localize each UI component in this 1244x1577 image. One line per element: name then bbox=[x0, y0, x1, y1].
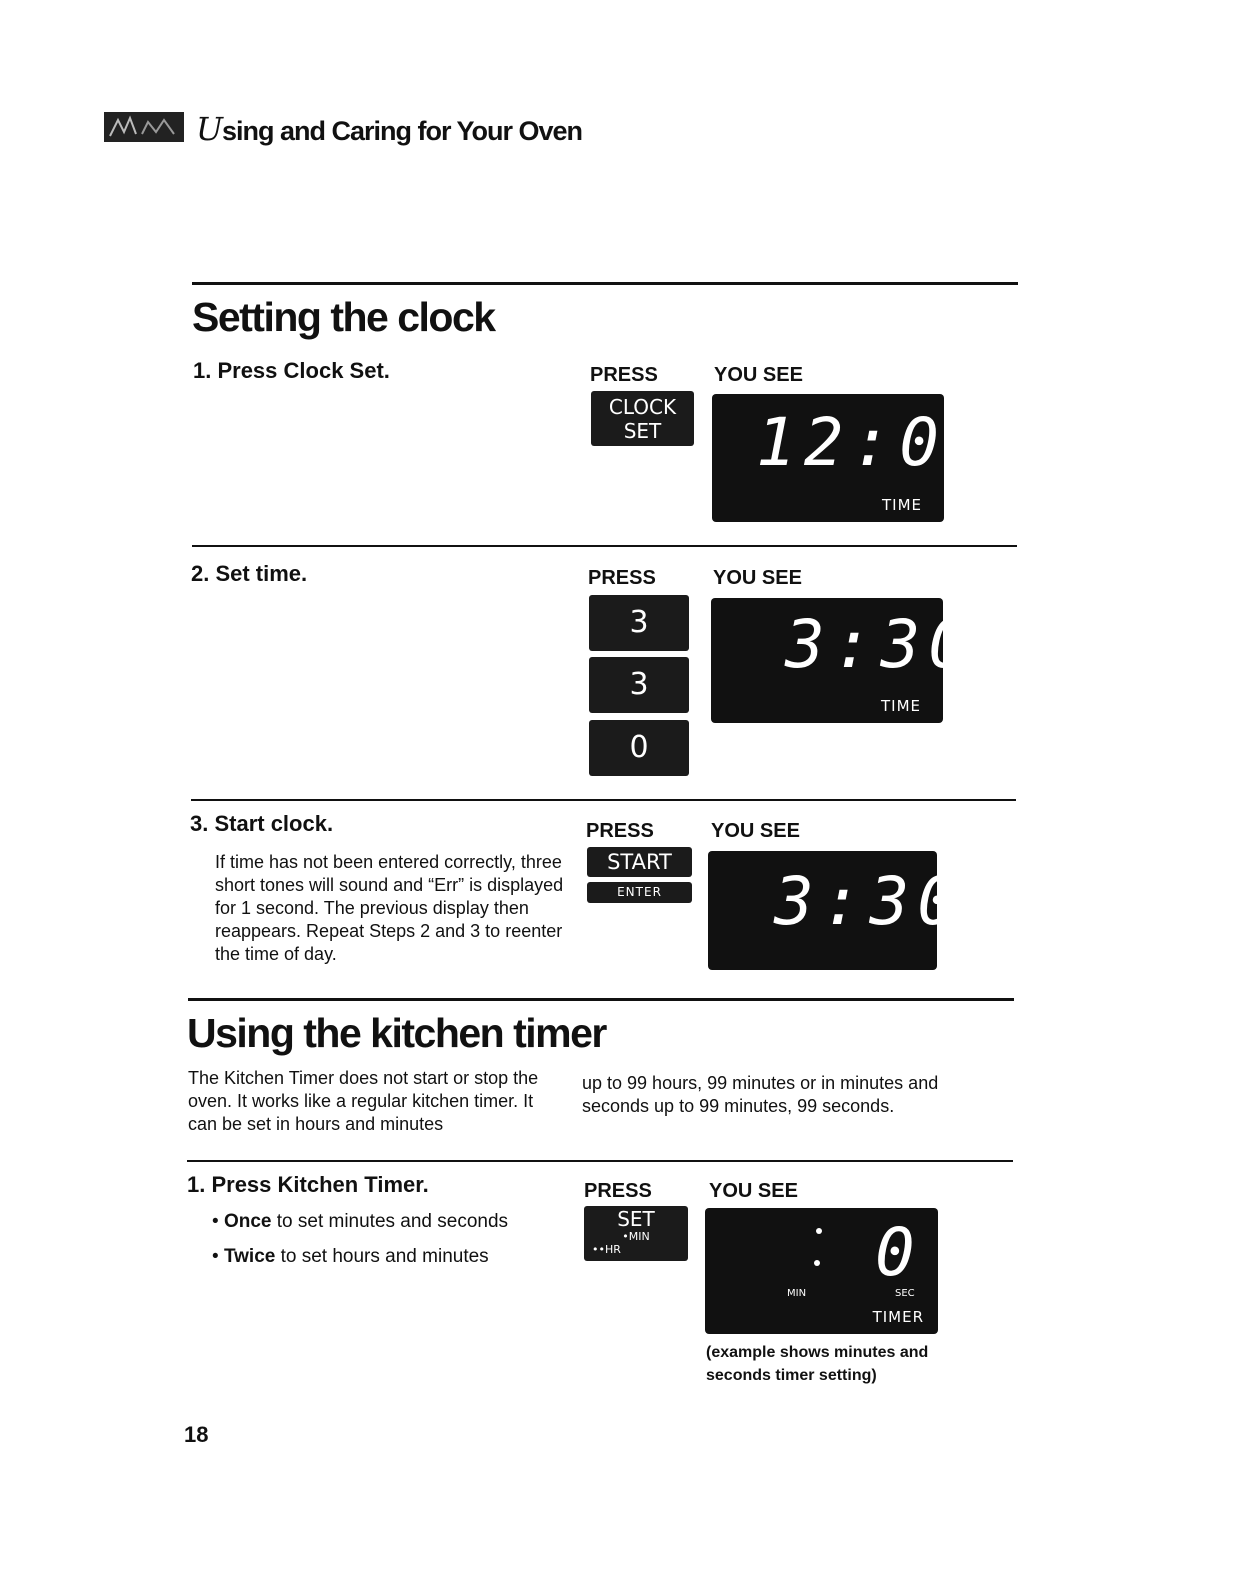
timer-key-line3: ••HR bbox=[592, 1243, 621, 1256]
enter-button[interactable]: ENTER bbox=[587, 882, 692, 903]
you-see-label: YOU SEE bbox=[711, 820, 800, 842]
number-3-button[interactable]: 3 bbox=[589, 657, 689, 713]
clock-step3-label: 3. Start clock. bbox=[190, 811, 334, 836]
clock-display-2 bbox=[711, 598, 976, 723]
press-label: PRESS bbox=[586, 820, 654, 842]
clock-step3-note: If time has not been entered correctly, three short tones will sound and “Err” is displayed for 1 second. The previous display then reappears. Repeat Steps 2 and 3 to reenter the time of day. bbox=[215, 852, 564, 964]
timer-key-line1: SET bbox=[617, 1207, 655, 1231]
clock-step2-label: 2. Set time. bbox=[191, 561, 308, 586]
display-digits: 0 bbox=[875, 1214, 923, 1291]
press-label: PRESS bbox=[584, 1180, 652, 1202]
step-divider bbox=[191, 799, 1016, 801]
display-tag: TIMER bbox=[872, 1308, 924, 1326]
timer-intro-right: up to 99 hours, 99 minutes or in minutes and seconds up to 99 minutes, 99 seconds. bbox=[582, 1073, 939, 1116]
timer-step1-label: 1. Press Kitchen Timer. bbox=[187, 1172, 429, 1197]
clock-display-1 bbox=[712, 394, 995, 522]
clock-set-key-line2: SET bbox=[623, 419, 662, 443]
timer-display bbox=[705, 1208, 938, 1334]
colon-dot bbox=[816, 1228, 822, 1234]
kitchen-timer-button[interactable] bbox=[584, 1206, 688, 1261]
section-divider bbox=[188, 998, 1014, 1001]
start-button[interactable]: START bbox=[587, 847, 692, 877]
section-title: Using and Caring for Your Oven bbox=[196, 110, 583, 148]
display-sec-label: SEC bbox=[895, 1288, 915, 1299]
number-0-button[interactable]: 0 bbox=[589, 720, 689, 776]
display-digits: 3:30 bbox=[774, 863, 965, 940]
step-divider bbox=[192, 545, 1017, 547]
clock-set-key-line1: CLOCK bbox=[608, 395, 677, 419]
clock-step1-label: 1. Press Clock Set. bbox=[193, 358, 390, 383]
display-digits: 3:30 bbox=[785, 606, 976, 683]
timer-intro-left: The Kitchen Timer does not start or stop the oven. It works like a regular kitchen timer. It can be set in hours and minutes bbox=[188, 1068, 539, 1134]
clock-heading: Setting the clock bbox=[192, 294, 495, 340]
timer-example-note: (example shows minutes and seconds timer setting) bbox=[706, 1344, 929, 1384]
display-tag: TIME bbox=[880, 697, 921, 715]
you-see-label: YOU SEE bbox=[709, 1180, 798, 1202]
timer-bullet-twice: • Twice to set hours and minutes bbox=[212, 1246, 489, 1267]
page-number: 18 bbox=[184, 1422, 209, 1447]
number-3-button[interactable]: 3 bbox=[589, 595, 689, 651]
display-digits: 12:00 bbox=[756, 404, 995, 481]
timer-key-line2: •MIN bbox=[622, 1230, 650, 1243]
press-label: PRESS bbox=[590, 364, 658, 386]
colon-dot bbox=[814, 1260, 820, 1266]
you-see-label: YOU SEE bbox=[714, 364, 803, 386]
display-tag: TIME bbox=[881, 496, 922, 514]
timer-heading: Using the kitchen timer bbox=[187, 1010, 606, 1056]
section-divider bbox=[192, 282, 1018, 285]
clock-display-3 bbox=[708, 851, 965, 970]
timer-bullet-once: • Once to set minutes and seconds bbox=[212, 1211, 509, 1232]
clock-set-button[interactable] bbox=[591, 391, 694, 446]
section-logo-icon bbox=[104, 112, 184, 142]
display-min-label: MIN bbox=[787, 1288, 807, 1299]
step-divider bbox=[187, 1160, 1013, 1162]
press-label: PRESS bbox=[588, 567, 656, 589]
you-see-label: YOU SEE bbox=[713, 567, 802, 589]
